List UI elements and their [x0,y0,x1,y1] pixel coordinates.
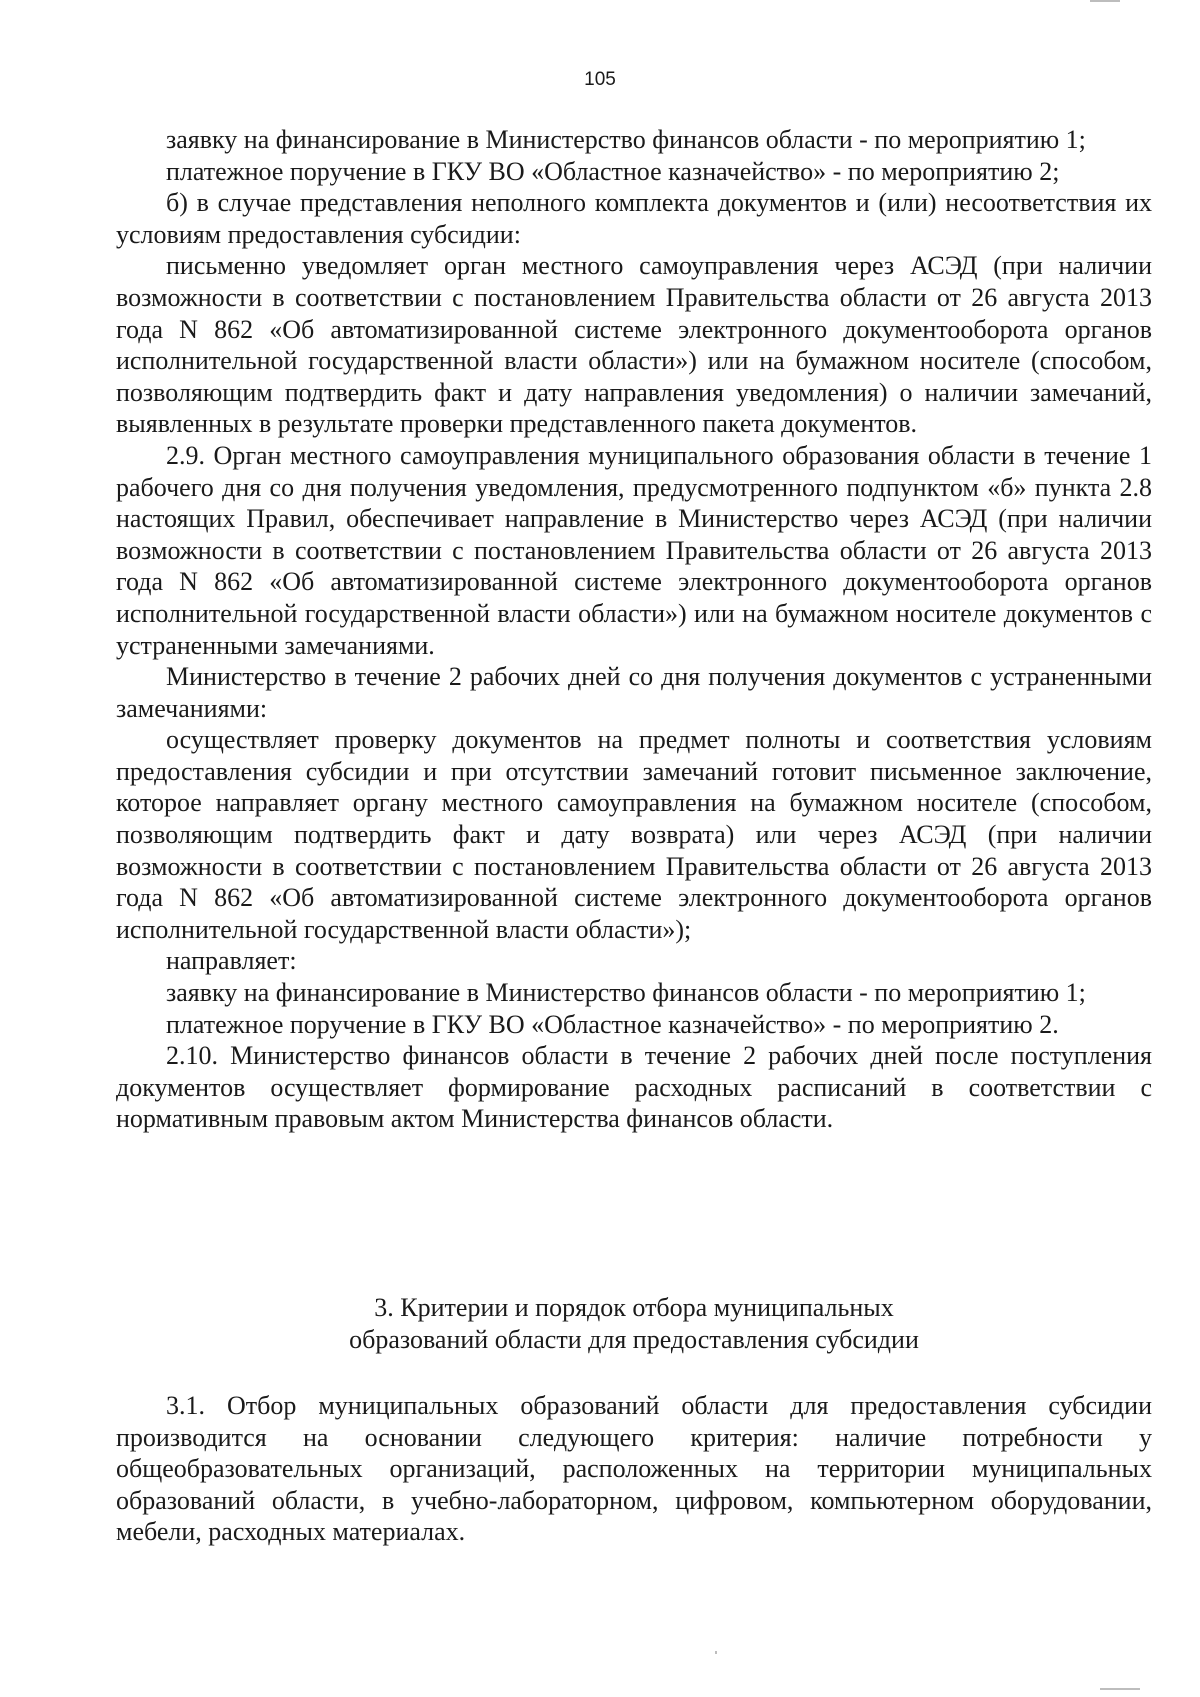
paragraph: б) в случае представления неполного комплекта документов и (или) несоответствия их условиям предоставления субсидии: [116,188,1152,249]
body-text [116,124,1152,1135]
paragraph: Министерство в течение 2 рабочих дней со дня получения документов с устраненными замечаниями: [116,662,1152,723]
paragraph: направляет: [166,946,297,976]
page-number: 105 [584,69,616,90]
section-heading-line: 3. Критерии и порядок отбора муниципальных [374,1293,894,1322]
section-heading-line: образований области для предоставления субсидии [349,1324,919,1354]
section-body [116,1390,1152,1548]
paragraph: 2.9. Орган местного самоуправления муниципального образования области в течение 1 рабочего дня со дня получения уведомления, предусмотренного подпунктом «б» пункта 2.8 настоящих Правил, обеспечивает направление в Министерство через АСЭД (при наличии возможности в соответствии с постановлением Правительства области от 26 августа 2013 года N 862 «Об автоматизированной системе электронного документооборота органов исполнительной государственной власти области») или на бумажном носителе документов с устраненными замечаниями. [116,440,1152,660]
section-heading [116,1292,1152,1355]
paragraph: осуществляет проверку документов на предмет полноты и соответствия условиям предоставления субсидии и при отсутствии замечаний готовит письменное заключение, которое направляет органу местного самоуправления на бумажном носителе (способом, позволяющим подтвердить факт и дату возврата) или через АСЭД (при наличии возможности в соответствии с постановлением Правительства области от 26 августа 2013 года N 862 «Об автоматизированной системе электронного документооборота органов исполнительной государственной власти области»); [116,725,1152,944]
scan-artifact [1100,1688,1140,1690]
paragraph: письменно уведомляет орган местного самоуправления через АСЭД (при наличии возможности в соответствии с постановлением Правительства области от 26 августа 2013 года N 862 «Об автоматизированной системе электронного документооборота органов исполнительной государственной власти области») или на бумажном носителе (способом, позволяющим подтвердить факт и дату направления уведомления) о наличии замечаний, выявленных в результате проверки представленного пакета документов. [116,251,1152,439]
scan-artifact [715,1651,717,1654]
paragraph: заявку на финансирование в Министерство финансов области - по мероприятию 1; [166,125,1086,154]
scan-artifact [1090,0,1120,2]
paragraph: 3.1. Отбор муниципальных образований области для предоставления субсидии производится на основании следующего критерия: наличие потребности у общеобразовательных организаций, расположенных на территории муниципальных образований области, в учебно-лабораторном, цифровом, компьютерном оборудовании, мебели, расходных материалах. [116,1391,1152,1547]
paragraph: платежное поручение в ГКУ ВО «Областное казначейство» - по мероприятию 2; [166,156,1060,186]
paragraph: 2.10. Министерство финансов области в течение 2 рабочих дней после поступления документов осуществляет формирование расходных расписаний в соответствии с нормативным правовым актом Министерства финансов области. [116,1041,1152,1134]
paragraph: платежное поручение в ГКУ ВО «Областное казначейство» - по мероприятию 2. [166,1009,1059,1039]
paragraph: заявку на финансирование в Министерство финансов области - по мероприятию 1; [166,978,1086,1008]
